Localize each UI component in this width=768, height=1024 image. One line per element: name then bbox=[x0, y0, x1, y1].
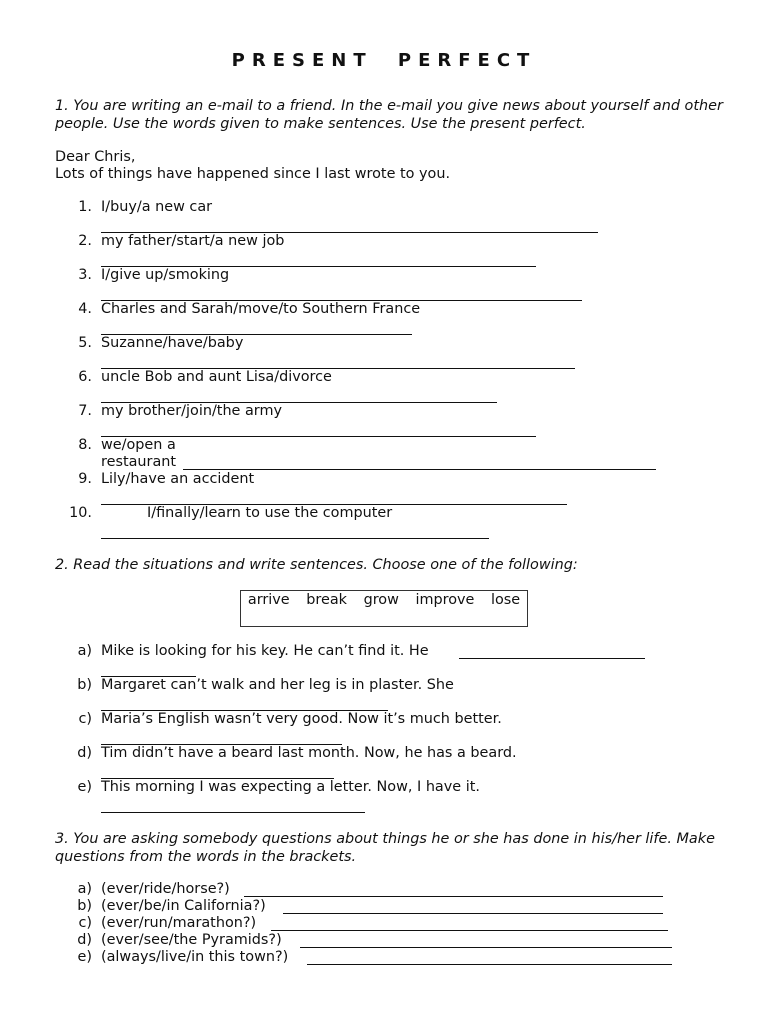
exercise1-item bbox=[0, 437, 768, 471]
exercise2-item bbox=[0, 643, 768, 677]
question-item bbox=[0, 915, 768, 932]
word-option: lose bbox=[490, 592, 521, 608]
situation-text: Maria’s English wasn’t very good. Now it’s much better. bbox=[101, 711, 502, 727]
item-letter: c) bbox=[78, 711, 92, 727]
question-prompt: (ever/run/marathon?) bbox=[101, 915, 257, 931]
exercise1-item bbox=[0, 233, 768, 267]
question-prompt: (ever/ride/horse?) bbox=[101, 881, 230, 897]
item-number: 4. bbox=[78, 301, 92, 317]
item-prompt: Lily/have an accident bbox=[101, 471, 255, 487]
answer-line[interactable] bbox=[307, 964, 672, 965]
answer-line[interactable] bbox=[459, 658, 645, 659]
exercise1-item bbox=[0, 471, 768, 505]
exercise2-item bbox=[0, 745, 768, 779]
item-letter: d) bbox=[77, 932, 92, 948]
item-letter: e) bbox=[77, 779, 92, 795]
item-letter: a) bbox=[77, 643, 92, 659]
situation-text: Margaret can’t walk and her leg is in plaster. She bbox=[101, 677, 454, 693]
answer-line[interactable] bbox=[300, 947, 672, 948]
item-number: 9. bbox=[78, 471, 92, 487]
word-option: arrive bbox=[247, 592, 290, 608]
question-item bbox=[0, 949, 768, 966]
item-prompt: Charles and Sarah/move/to Southern France bbox=[101, 301, 421, 317]
exercise1-item bbox=[0, 301, 768, 335]
item-prompt: uncle Bob and aunt Lisa/divorce bbox=[101, 369, 332, 385]
situation-text: Mike is looking for his key. He can’t find it. He bbox=[101, 643, 429, 659]
exercise2-item bbox=[0, 711, 768, 745]
exercise1-item bbox=[0, 369, 768, 403]
answer-line[interactable] bbox=[101, 538, 489, 539]
item-number: 1. bbox=[78, 199, 92, 215]
answer-line[interactable] bbox=[183, 469, 656, 470]
question-item bbox=[0, 898, 768, 915]
item-number: 10. bbox=[69, 505, 92, 521]
exercise1-item bbox=[0, 403, 768, 437]
word-box bbox=[240, 590, 528, 627]
letter-intro: Lots of things have happened since I last wrote to you. bbox=[55, 166, 451, 182]
section3-instruction: 3. You are asking somebody questions about things he or she has done in his/her life. Make questions from the words in the brackets. bbox=[55, 831, 715, 865]
question-prompt: (always/live/in this town?) bbox=[101, 949, 289, 965]
item-letter: b) bbox=[77, 898, 92, 914]
exercise2-item bbox=[0, 779, 768, 813]
item-prompt: I/buy/a new car bbox=[101, 199, 213, 215]
item-letter: a) bbox=[77, 881, 92, 897]
item-prompt: we/open a bbox=[101, 437, 176, 453]
item-prompt-continued: restaurant bbox=[101, 454, 177, 470]
word-option: improve bbox=[415, 592, 475, 608]
item-letter: d) bbox=[77, 745, 92, 761]
exercise1-item bbox=[0, 335, 768, 369]
question-item bbox=[0, 932, 768, 949]
situation-text: Tim didn’t have a beard last month. Now, he has a beard. bbox=[101, 745, 517, 761]
letter-greeting: Dear Chris, bbox=[55, 149, 136, 165]
answer-line[interactable] bbox=[283, 913, 663, 914]
item-prompt: I/give up/smoking bbox=[101, 267, 230, 283]
answer-line[interactable] bbox=[101, 812, 365, 813]
item-prompt: I/finally/learn to use the computer bbox=[147, 505, 393, 521]
exercise1-item bbox=[0, 505, 768, 539]
item-number: 3. bbox=[78, 267, 92, 283]
question-item bbox=[0, 881, 768, 898]
item-number: 8. bbox=[78, 437, 92, 453]
item-number: 2. bbox=[78, 233, 92, 249]
exercise1-item bbox=[0, 199, 768, 233]
section1-instruction: 1. You are writing an e-mail to a friend. In the e-mail you give news about yourself and other people. Use the words given to make sentences. Use the present perfect. bbox=[55, 98, 723, 132]
answer-line[interactable] bbox=[271, 930, 668, 931]
item-letter: b) bbox=[77, 677, 92, 693]
question-prompt: (ever/be/in California?) bbox=[101, 898, 266, 914]
item-letter: c) bbox=[78, 915, 92, 931]
item-prompt: my father/start/a new job bbox=[101, 233, 285, 249]
item-number: 7. bbox=[78, 403, 92, 419]
page-title: PRESENT PERFECT bbox=[231, 50, 537, 71]
item-number: 5. bbox=[78, 335, 92, 351]
item-prompt: Suzanne/have/baby bbox=[101, 335, 244, 351]
word-option: break bbox=[306, 592, 347, 608]
section2-instruction: 2. Read the situations and write sentences. Choose one of the following: bbox=[55, 557, 578, 573]
item-prompt: my brother/join/the army bbox=[101, 403, 283, 419]
question-prompt: (ever/see/the Pyramids?) bbox=[101, 932, 282, 948]
item-letter: e) bbox=[77, 949, 92, 965]
exercise1-item bbox=[0, 267, 768, 301]
situation-text: This morning I was expecting a letter. Now, I have it. bbox=[101, 779, 480, 795]
item-number: 6. bbox=[78, 369, 92, 385]
word-option: grow bbox=[363, 592, 399, 608]
answer-line[interactable] bbox=[244, 896, 663, 897]
exercise2-item bbox=[0, 677, 768, 711]
